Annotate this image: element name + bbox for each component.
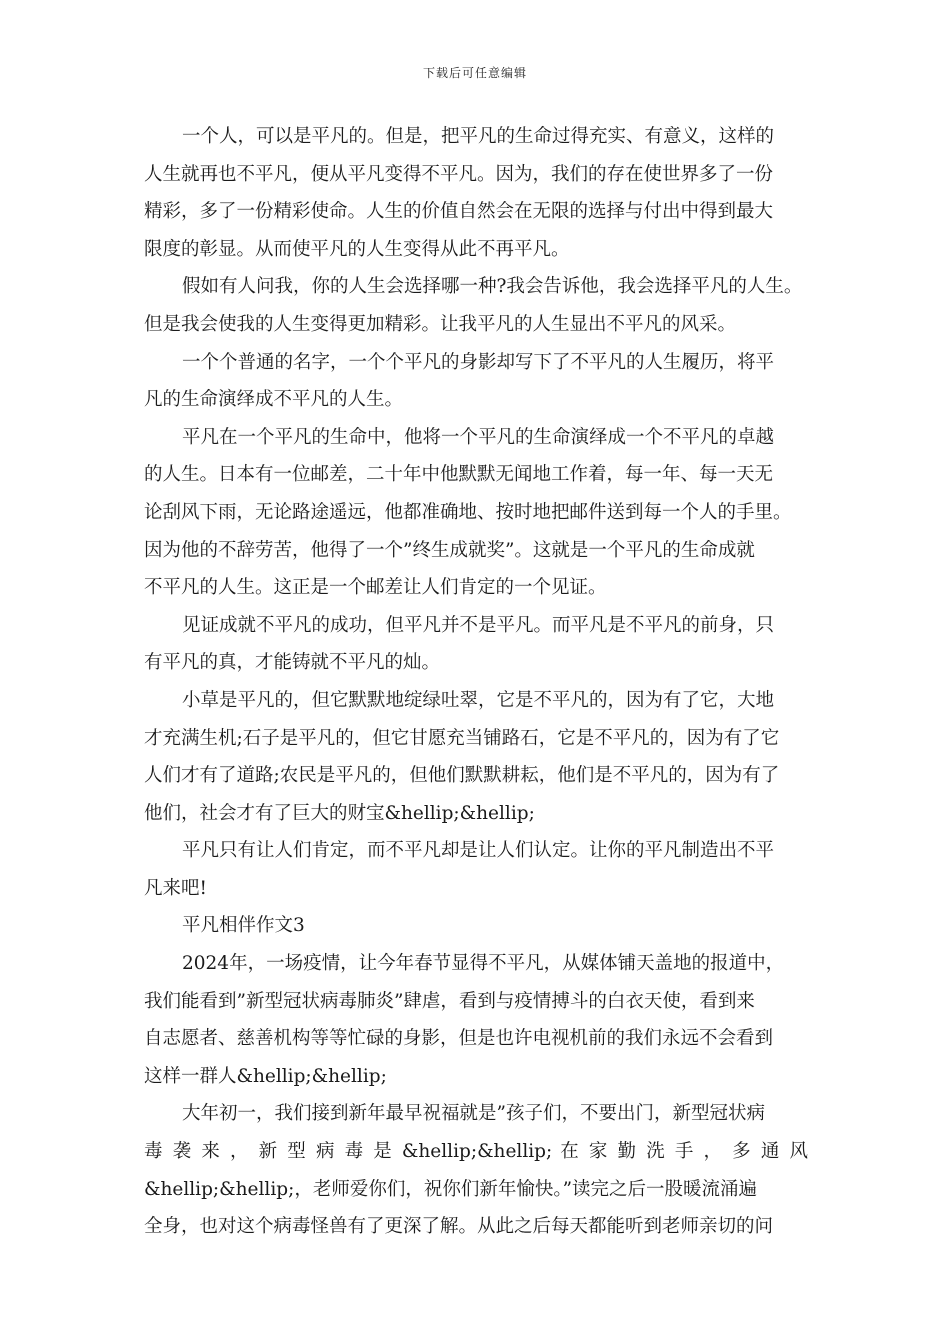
text-line: 因为他的不辞劳苦，他得了一个”终生成就奖”。这就是一个平凡的生命成就 [144,539,755,561]
text-line: 大年初一，我们接到新年最早祝福就是”孩子们，不要出门，新型冠状病 [182,1103,765,1125]
text-line: 见证成就不平凡的成功，但平凡并不是平凡。而平凡是不平凡的前身，只 [182,614,775,636]
text-line: 精彩，多了一份精彩使命。人生的价值自然会在无限的选择与付出中得到最大 [144,201,774,223]
text-line: 一个人，可以是平凡的。但是，把平凡的生命过得充实、有意义，这样的 [182,126,775,147]
text-line: 我们能看到”新型冠状病毒肺炎”肆虐，看到与疫情搏斗的白衣天使，看到来 [144,990,755,1012]
text-line: 论刮风下雨，无论路途遥远，他都准确地、按时地把邮件送到每一个人的手里。 [144,501,792,523]
page-header: 下载后可任意编辑 [422,66,527,80]
text-line: 凡的生命演绎成不平凡的人生。 [144,389,404,411]
text-line: 他们，社会才有了巨大的财宝&hellip;&hellip; [144,802,535,824]
text-line: 假如有人问我，你的人生会选择哪一种?我会告诉他，我会选择平凡的人生。 [182,276,803,298]
text-line: 但是我会使我的人生变得更加精彩。让我平凡的人生显出不平凡的风采。 [144,313,737,335]
text-line: 不平凡的人生。这正是一个邮差让人们肯定的一个见证。 [144,577,607,599]
text-line: 小草是平凡的，但它默默地绽绿吐翠，它是不平凡的，因为有了它，大地 [182,689,775,711]
text-line: 的人生。日本有一位邮差，二十年中他默默无闻地工作着，每一年、每一天无 [144,464,774,486]
text-line: 人生就再也不平凡，便从平凡变得不平凡。因为，我们的存在使世界多了一份 [144,163,774,185]
text-line: 一个个普通的名字，一个个平凡的身影却写下了不平凡的人生履历，将平 [182,351,775,373]
text-line: 毒 袭 来 ， 新 型 病 毒 是 &hellip;&hellip; 在 家 勤 洗 手 ， 多 通 风 [144,1141,808,1163]
document-body [144,118,808,1246]
text-line: 限度的彰显。从而使平凡的人生变得从此不再平凡。 [144,238,570,260]
text-line: 有平凡的真，才能铸就不平凡的灿。 [144,652,441,674]
text-line: 这样一群人&hellip;&hellip; [144,1065,387,1087]
text-line: 2024年，一场疫情，让今年春节显得不平凡，从媒体铺天盖地的报道中， [182,953,785,975]
section-title: 平凡相伴作文3 [182,915,305,937]
text-line: 自志愿者、慈善机构等等忙碌的身影，但是也许电视机前的我们永远不会看到 [144,1028,774,1050]
text-line: 才充满生机;石子是平凡的，但它甘愿充当铺路石，它是不平凡的，因为有了它 [144,727,780,749]
text-line: 凡来吧! [144,877,207,899]
text-line: 人们才有了道路;农民是平凡的，但他们默默耕耘，他们是不平凡的，因为有了 [144,765,780,787]
text-line: 平凡在一个平凡的生命中，他将一个平凡的生命演绎成一个不平凡的卓越 [182,426,775,448]
text-line: 平凡只有让人们肯定，而不平凡却是让人们认定。让你的平凡制造出不平 [182,840,775,862]
text-line: &hellip;&hellip;，老师爱你们，祝你们新年愉快。”读完之后一股暖流涌遍 [144,1178,758,1200]
text-line: 全身，也对这个病毒怪兽有了更深了解。从此之后每天都能听到老师亲切的问 [144,1216,774,1238]
